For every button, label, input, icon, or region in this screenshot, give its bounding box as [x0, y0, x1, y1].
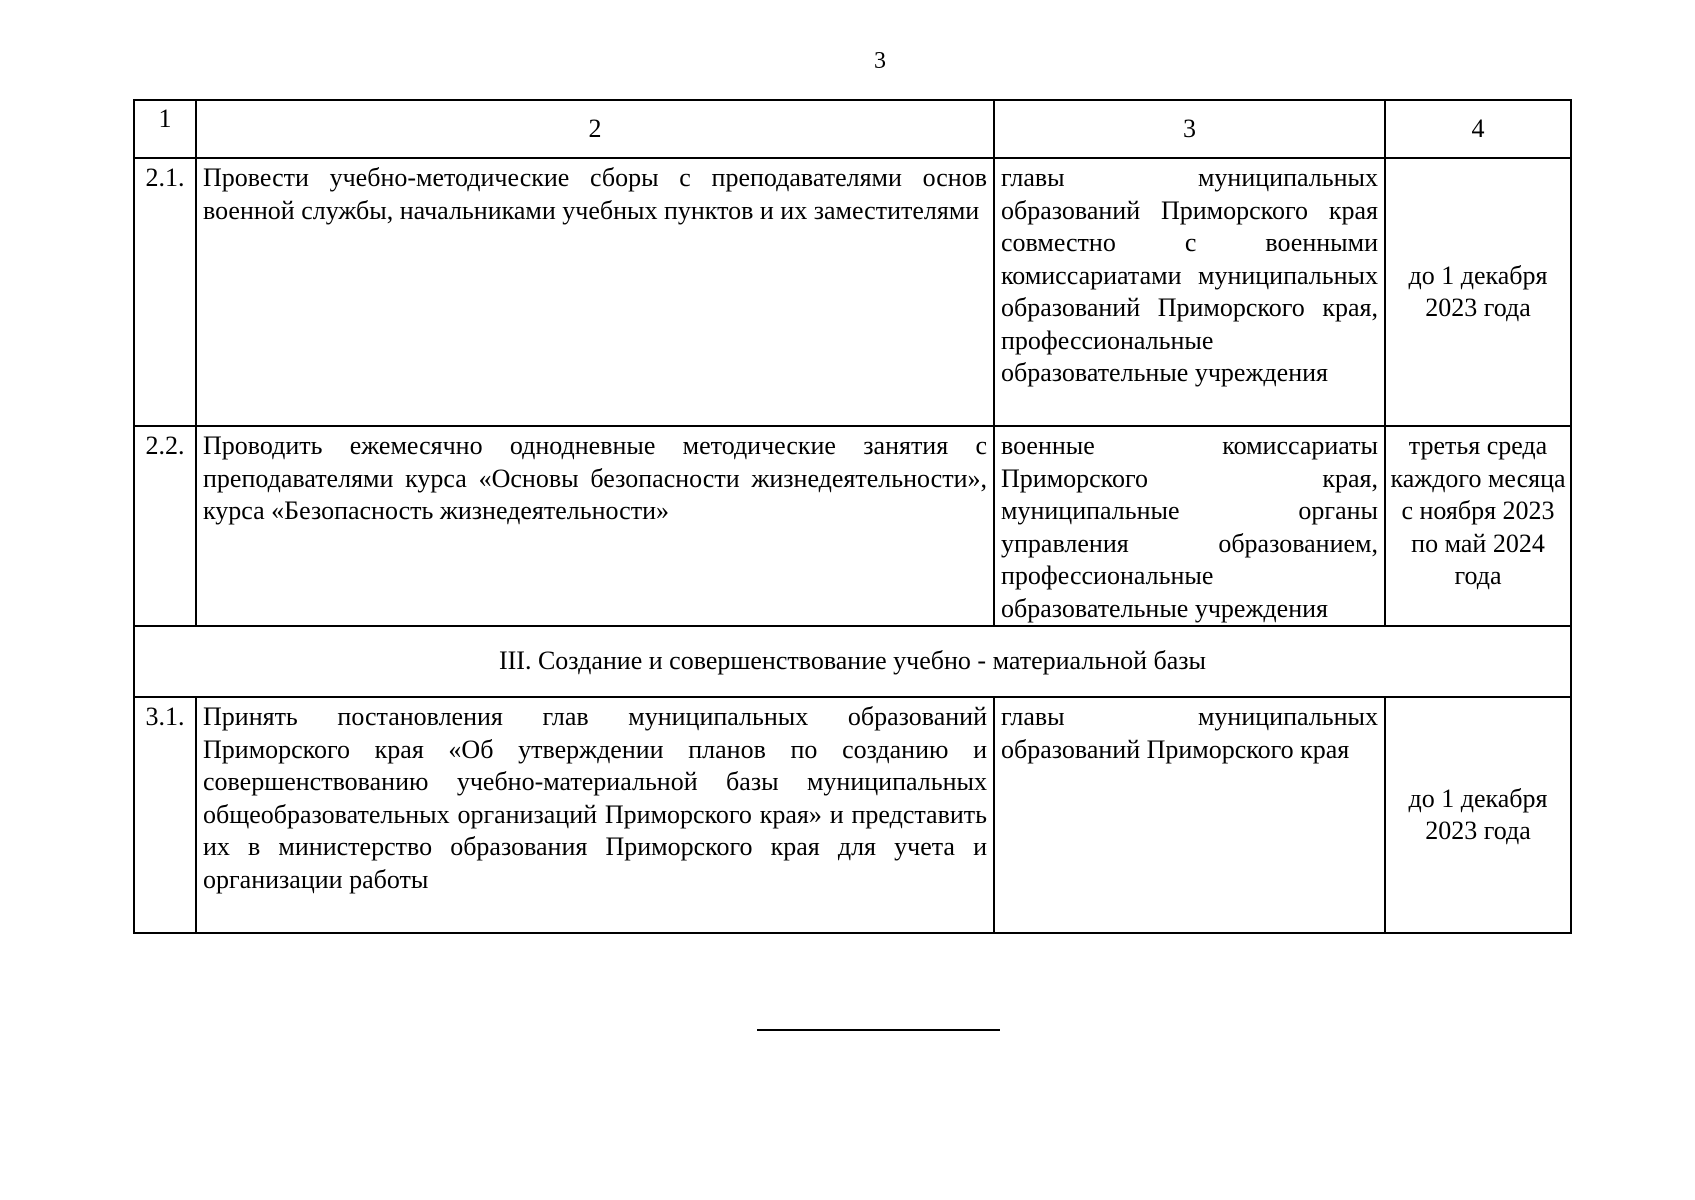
end-of-document-rule — [757, 1029, 1000, 1031]
page-number: 3 — [874, 48, 886, 74]
row-deadline: до 1 декабря 2023 года — [1385, 697, 1571, 933]
row-executors: военные комиссариаты Приморского края, муниципальные органы управления образованием, профессиональные образовательные учреждения — [994, 426, 1385, 626]
table-row — [134, 158, 1571, 426]
column-header-3: 3 — [994, 100, 1385, 158]
action-plan-table — [133, 99, 1572, 934]
row-action: Принять постановления глав муниципальных образований Приморского края «Об утверждении планов по созданию и совершенствованию учебно-материальной базы муниципальных общеобразовательных организаций Приморского края» и представить их в министерство образования Приморского края для учета и организации работы — [196, 697, 994, 933]
column-header-2: 2 — [196, 100, 994, 158]
section-title: III. Создание и совершенствование учебно - материальной базы — [134, 626, 1571, 697]
row-number: 3.1. — [134, 697, 196, 933]
table-row — [134, 426, 1571, 626]
table-header-row — [134, 100, 1571, 158]
section-row — [134, 626, 1571, 697]
table-row — [134, 697, 1571, 933]
row-number: 2.2. — [134, 426, 196, 626]
row-deadline: до 1 декабря 2023 года — [1385, 158, 1571, 426]
row-action: Провести учебно-методические сборы с преподавателями основ военной службы, начальниками учебных пунктов и их заместителями — [196, 158, 994, 426]
row-deadline: третья среда каждого месяца с ноября 2023 по май 2024 года — [1385, 426, 1571, 626]
row-executors: главы муниципальных образований Приморского края — [994, 697, 1385, 933]
row-number: 2.1. — [134, 158, 196, 426]
row-action: Проводить ежемесячно однодневные методические занятия с преподавателями курса «Основы безопасности жизнедеятельности», курса «Безопасность жизнедеятельности» — [196, 426, 994, 626]
column-header-1: 1 — [134, 100, 196, 158]
row-executors: главы муниципальных образований Приморского края совместно с военными комиссариатами муниципальных образований Приморского края, профессиональные образовательные учреждения — [994, 158, 1385, 426]
column-header-4: 4 — [1385, 100, 1571, 158]
